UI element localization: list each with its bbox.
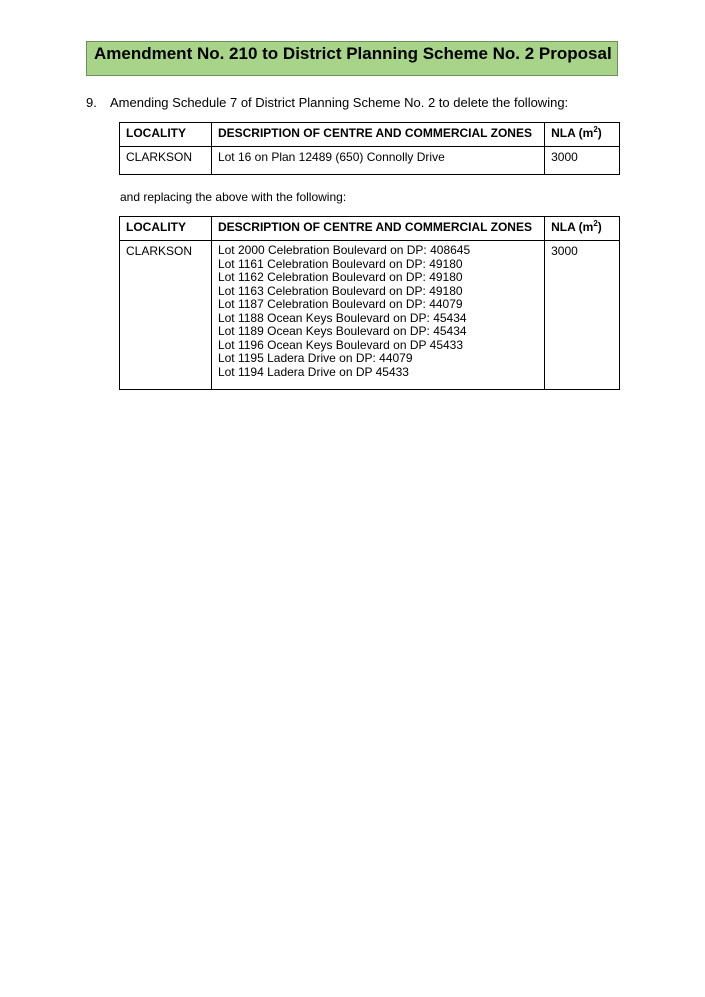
table-header-row — [120, 123, 620, 147]
nla-header: NLA $(m^2)$ — [545, 217, 620, 241]
table-row — [120, 241, 620, 390]
lot-line: Lot 2000 Celebration Boulevard on DP: 408645 — [217, 243, 471, 257]
locality-cell: CLARKSON — [120, 241, 212, 390]
replace-table — [119, 216, 620, 390]
lot-line: Lot 1163 Celebration Boulevard on DP: 49180 — [217, 283, 463, 298]
description-header: DESCRIPTION OF CENTRE AND COMMERCIAL ZONES — [211, 217, 544, 241]
replace-note: and replacing the above with the following: — [120, 190, 347, 204]
locality-cell: CLARKSON — [120, 147, 212, 175]
table-row — [120, 147, 620, 175]
description-cell: Lot 16 on Plan 12489 (650) Connolly Drive — [211, 147, 544, 175]
nla-cell: 3000 — [545, 241, 620, 390]
lot-line: Lot 1162 Celebration Boulevard on DP: 49180 — [217, 270, 463, 284]
lot-line: Lot 1189 Ocean Keys Boulevard on DP: 45434 — [217, 324, 467, 338]
lot-line: Lot 1196 Ocean Keys Boulevard on DP 45433 — [217, 337, 464, 352]
delete-table — [119, 122, 620, 175]
table-header-row — [120, 217, 620, 241]
title-banner — [86, 41, 618, 76]
nla-header: NLA $(m^2)$ — [545, 123, 620, 147]
lot-line: Lot 1188 Ocean Keys Boulevard on DP: 45434 — [217, 310, 467, 325]
lot-line: Lot 1161 Celebration Boulevard on DP: 49180 — [217, 256, 463, 271]
lot-line: Lot 1187 Celebration Boulevard on DP: 44079 — [217, 297, 463, 311]
description-cell — [211, 241, 544, 390]
lot-line: Lot 1195 Ladera Drive on DP: 44079 — [217, 351, 413, 365]
lot-line: Lot 1194 Ladera Drive on DP 45433 — [217, 364, 409, 379]
description-header: DESCRIPTION OF CENTRE AND COMMERCIAL ZONES — [211, 123, 544, 147]
item-text: Amending Schedule 7 of District Planning Scheme No. 2 to delete the following: — [110, 95, 569, 110]
nla-cell: 3000 — [545, 147, 620, 175]
item-number: 9. — [86, 95, 97, 110]
amendment-item — [86, 95, 568, 110]
locality-header: LOCALITY — [120, 217, 212, 241]
locality-header: LOCALITY — [120, 123, 212, 147]
page-title: Amendment No. 210 to District Planning Scheme No. 2 Proposal — [94, 44, 612, 63]
